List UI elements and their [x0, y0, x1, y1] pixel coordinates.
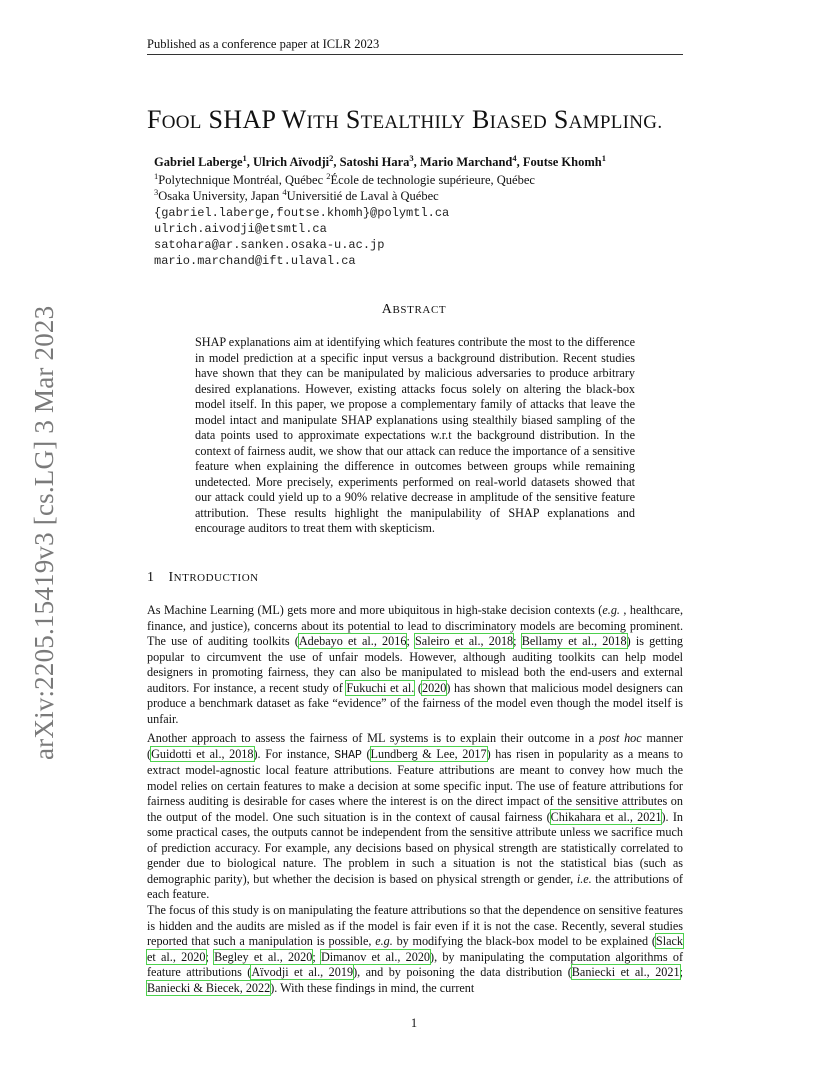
- citation-link[interactable]: Bellamy et al., 2018: [521, 634, 627, 648]
- citation-link[interactable]: Baniecki & Biecek, 2022: [147, 980, 271, 995]
- citation-link[interactable]: Dimanov et al., 2020: [320, 949, 431, 964]
- affiliation-line-2: $^3$Osaka University, Japan $^4$Universitié de Laval à Québec: [154, 186, 439, 203]
- abstract-heading: ABSTRACT: [381, 302, 447, 317]
- email-address: mario.marchand@ift.ulaval.ca: [154, 254, 356, 268]
- citation-link[interactable]: Saleiro et al., 2018: [415, 634, 514, 648]
- running-header: Published as a conference paper at ICLR 2023: [147, 37, 380, 51]
- citation-link[interactable]: Begley et al., 2020: [214, 949, 313, 964]
- paper-title: FOOL SHAP WITH STEALTHILY BIASED SAMPLING.: [147, 105, 663, 134]
- citation-link[interactable]: Baniecki et al., 2021: [571, 965, 680, 979]
- citation-link[interactable]: Fukuchi et al.: [346, 680, 415, 695]
- page-number: 1: [410, 1016, 418, 1030]
- intro-paragraph-1: As Machine Learning (ML) gets more and more ubiquitous in high-stake decision contexts (e.g. , healthcare, finance, and justice), concerns about its potential to lead to discriminatory models are becoming prominent. The use of auditing toolkits (Adebayo et al., 2016; Saleiro et al., 2018; Bellamy et al., 2018) is getting popular to circumvent the use of unfair models. However, although auditing toolkits can help model designers in promoting fairness, they can also be manipulated to mislead both the end-users and external auditors. For instance, a recent study of Fukuchi et al. (2020) has shown that malicious model designers can produce a benchmark dataset as fake “evidence” of the fairness of the model even though the model itself is unfair.: [147, 603, 684, 726]
- citation-link[interactable]: Aïvodji et al., 2019: [251, 965, 354, 979]
- email-address: ulrich.aivodji@etsmtl.ca: [154, 222, 327, 236]
- author-list: Gabriel Laberge$^1$, Ulrich Aïvodji$^2$, Satoshi Hara$^3$, Mario Marchand$^4$, Foutse Khomh$^1$: [154, 152, 606, 169]
- email-address: satohara@ar.sanken.osaka-u.ac.jp: [154, 238, 385, 252]
- intro-paragraph-3: The focus of this study is on manipulating the feature attributions so that the dependence on sensitive features is hidden and the audits are misled as if the model is fair even if it is not the case. Recently, several studies reported that such a manipulation is possible, e.g. by modifying the black-box model to be explained (Slack et al., 2020; Begley et al., 2020; Dimanov et al., 2020), by manipulating the computation algorithms of feature attributions (Aïvodji et al., 2019), and by poisoning the data distribution (Baniecki et al., 2021; Baniecki & Biecek, 2022). With these findings in mind, the current: [147, 903, 684, 995]
- citation-link[interactable]: 2020: [421, 680, 447, 695]
- arxiv-id: arXiv:2205.15419v3 [cs.LG] 3 Mar 2023: [29, 305, 59, 760]
- affiliation-line-1: $^1$Polytechnique Montréal, Québec $^2$École de technologie supérieure, Québec: [154, 170, 535, 187]
- citation-link[interactable]: Guidotti et al., 2018: [151, 746, 254, 761]
- section-heading-introduction: 1 INTRODUCTION: [147, 570, 259, 585]
- abstract-body: SHAP explanations aim at identifying which features contribute the most to the difference in model prediction at a specific input versus a background distribution. Recent studies have shown that they can be manipulated by malicious adversaries to produce arbitrary desired explanations. However, existing attacks focus solely on altering the black-box model itself. In this paper, we propose a complementary family of attacks that leave the model intact and manipulate SHAP explanations using stealthily biased sampling of the data points used to approximate expectations w.r.t the background distribution. In the context of fairness audit, we show that our attack can reduce the importance of a sensitive feature when explaining the difference in outcomes between groups while remaining undetected. More precisely, experiments performed on real-world datasets showed that our attack could yield up to a 90% relative decrease in amplitude of the sensitive feature attribution. These results highlight the manipulability of SHAP explanations and encourage auditors to treat them with skepticism.: [195, 335, 635, 535]
- email-address: {gabriel.laberge,foutse.khomh}@polymtl.ca: [154, 206, 450, 220]
- header-rule: [147, 54, 683, 55]
- citation-link[interactable]: Lundberg & Lee, 2017: [370, 746, 487, 761]
- citation-link[interactable]: Adebayo et al., 2016: [298, 634, 407, 648]
- citation-link[interactable]: Slack et al., 2020: [147, 934, 683, 964]
- arxiv-watermark: [29, 290, 59, 760]
- intro-paragraph-2: Another approach to assess the fairness of ML systems is to explain their outcome in a post hoc manner (Guidotti et al., 2018). For instance, SHAP (Lundberg & Lee, 2017) has risen in popularity as a means to extract model-agnostic local feature attributions. Feature attributions are meant to convey how much the model relies on certain features to make a decision at some specific input. The use of feature attributions for fairness auditing is desirable for cases where the interest is on the direct impact of the sensitive attributes on the output of the model. One such situation is in the context of causal fairness (Chikahara et al., 2021). In some practical cases, the outputs cannot be independent from the sensitive attribute unless we sacrifice much of prediction accuracy. For example, any decisions based on physical strength are statistically correlated to gender due to biological nature. The problem in such a situation is not the statistical bias (such as demographic parity), but whether the decision is based on physical strength or gender, i.e. the attributions of each feature.: [147, 731, 684, 901]
- citation-link[interactable]: Chikahara et al., 2021: [550, 809, 662, 824]
